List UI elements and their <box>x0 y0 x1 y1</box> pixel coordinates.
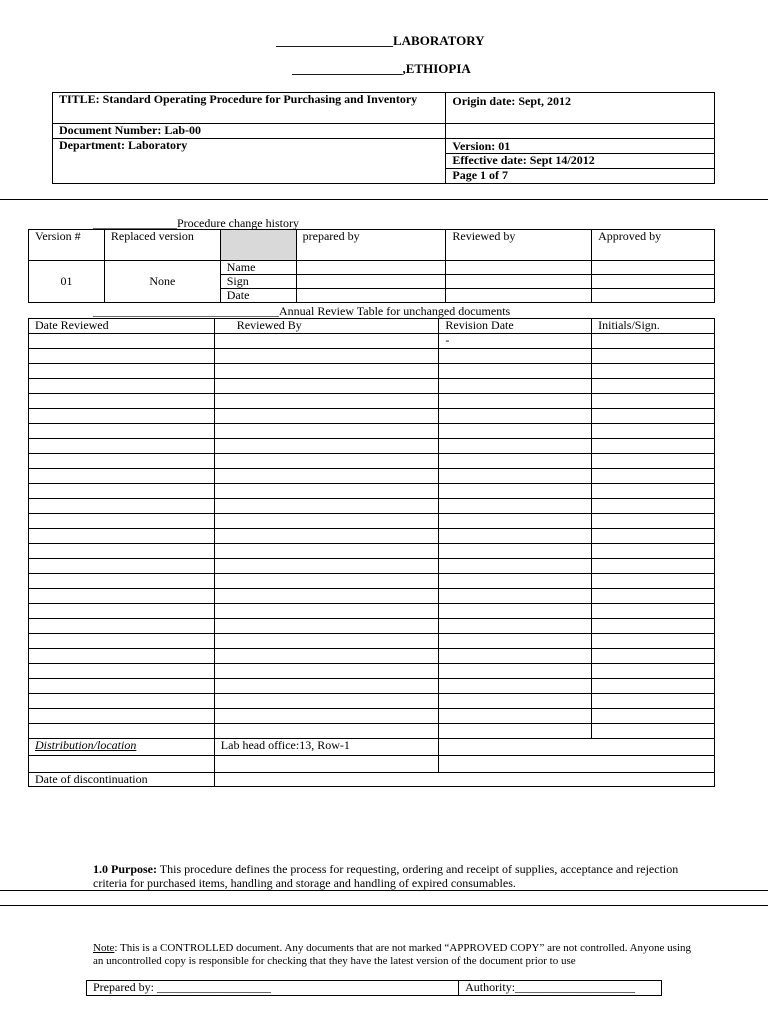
change-history-table <box>28 229 715 303</box>
table-row <box>29 529 715 544</box>
table-row <box>29 379 715 394</box>
table-row <box>29 649 715 664</box>
annual-review-title: Annual Review Table for unchanged documents <box>279 304 511 318</box>
divider-top <box>0 199 768 200</box>
authority: Authority:____________________ <box>459 981 662 996</box>
country-header: _________________,ETHIOPIA <box>292 61 471 76</box>
table-row <box>29 484 715 499</box>
table-row <box>29 409 715 424</box>
col-approved: Approved by <box>592 230 715 261</box>
replaced-value: None <box>104 261 220 303</box>
col-reviewed-by: Reviewed By <box>214 319 439 334</box>
table-row <box>29 499 715 514</box>
change-history-blank: ______________ <box>93 216 177 230</box>
annual-review-blank: _______________________________ <box>93 304 279 318</box>
col-revision-date: Revision Date <box>439 319 592 334</box>
table-row <box>29 349 715 364</box>
table-row <box>29 454 715 469</box>
col-initials: Initials/Sign. <box>592 319 715 334</box>
department: Department: Laboratory <box>53 139 446 184</box>
divider-low <box>0 905 768 906</box>
table-row <box>29 439 715 454</box>
page-number: Page 1 of 7 <box>446 169 715 184</box>
purpose-label: 1.0 Purpose: <box>93 862 157 876</box>
table-row <box>29 334 715 349</box>
table-row <box>29 664 715 679</box>
col-replaced: Replaced version <box>104 230 220 261</box>
table-row <box>29 364 715 379</box>
prepared-by: Prepared by: ___________________ <box>87 981 459 996</box>
col-prepared: prepared by <box>296 230 446 261</box>
row-label-date: Date <box>220 289 296 303</box>
col-blank <box>220 230 296 261</box>
col-version: Version # <box>29 230 105 261</box>
table-row <box>29 574 715 589</box>
table-row <box>29 394 715 409</box>
distribution-value: Lab head office:13, Row-1 <box>214 739 439 756</box>
doc-number-empty <box>446 124 715 139</box>
controlled-note <box>93 942 693 968</box>
col-date-reviewed: Date Reviewed <box>29 319 215 334</box>
divider-mid <box>0 890 768 891</box>
table-row <box>29 469 715 484</box>
table-row <box>29 604 715 619</box>
table-row <box>29 709 715 724</box>
distribution-label-text: Distribution/location <box>35 738 137 752</box>
row-label-sign: Sign <box>220 275 296 289</box>
purpose-text: This procedure defines the process for requesting, ordering and receipt of supplies, acceptance and rejection criteria for purchased items, handling and storage and handling of expired consumables. <box>93 862 679 890</box>
version-value: 01 <box>29 261 105 303</box>
purpose-section <box>93 862 693 890</box>
distribution-label <box>29 739 215 756</box>
discontinuation-label: Date of discontinuation <box>29 773 215 787</box>
doc-title: TITLE: Standard Operating Procedure for Purchasing and Inventory <box>53 93 446 124</box>
table-row <box>29 544 715 559</box>
table-row <box>29 724 715 739</box>
table-row <box>29 694 715 709</box>
note-label: Note <box>93 942 115 954</box>
table-row <box>29 619 715 634</box>
table-row <box>29 634 715 649</box>
col-reviewed: Reviewed by <box>446 230 592 261</box>
lab-header: __________________LABORATORY <box>276 33 485 48</box>
doc-number: Document Number: Lab-00 <box>53 124 446 139</box>
effective-date: Effective date: Sept 14/2012 <box>446 154 715 169</box>
version: Version: 01 <box>446 139 715 154</box>
annual-review-heading <box>93 304 510 319</box>
footer-table <box>86 980 662 996</box>
row-label-name: Name <box>220 261 296 275</box>
table-row <box>29 559 715 574</box>
table-row <box>29 424 715 439</box>
table-row <box>29 514 715 529</box>
revision-mark: - <box>439 334 592 349</box>
table-row <box>29 679 715 694</box>
table-row <box>29 589 715 604</box>
annual-review-table <box>28 318 715 787</box>
origin-date: Origin date: Sept, 2012 <box>446 93 715 124</box>
note-text: : This is a CONTROLLED document. Any documents that are not marked “APPROVED COPY” are not controlled. Anyone using an uncontrolled copy is responsible for checking that they have the latest version of the document prior to use <box>93 942 691 967</box>
document-info-table <box>52 92 715 184</box>
change-history-title: Procedure change history <box>177 216 299 230</box>
